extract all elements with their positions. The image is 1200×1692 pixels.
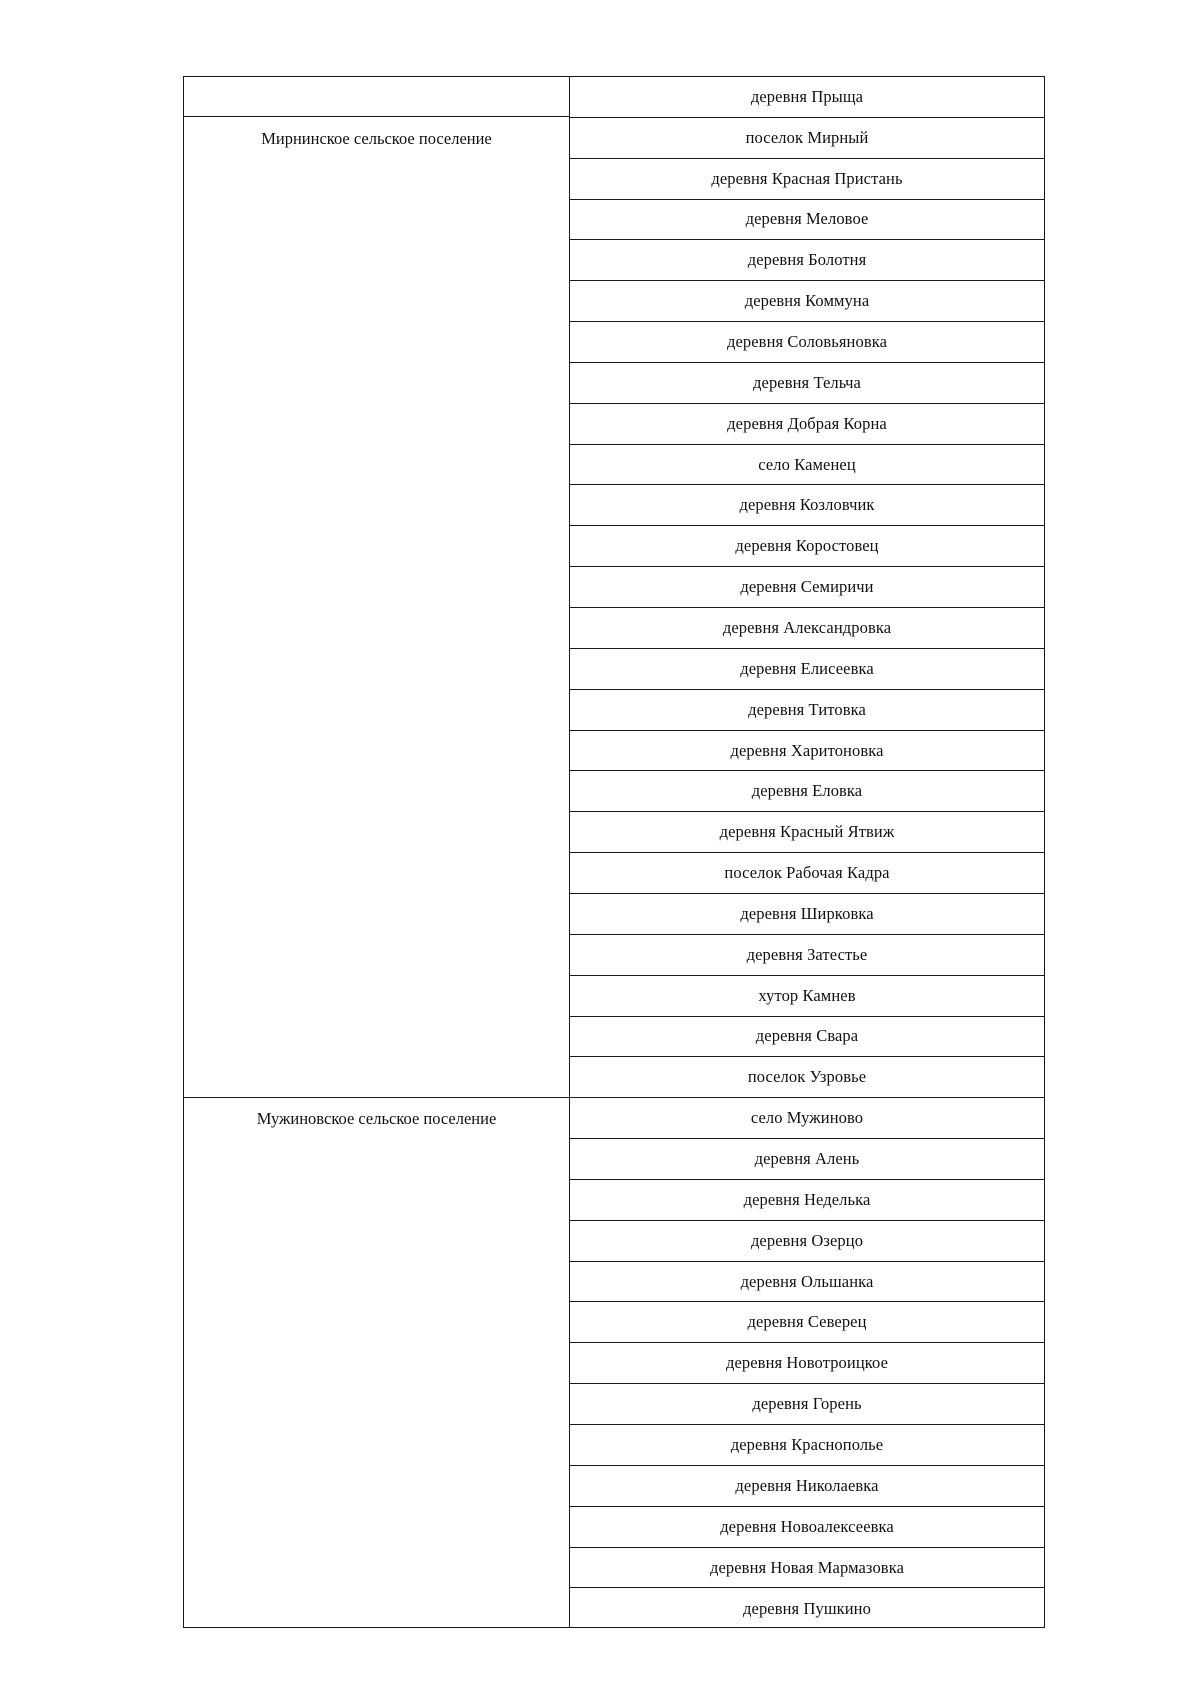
village-cell: деревня Козловчик (570, 486, 1044, 527)
village-cell: деревня Александровка (570, 608, 1044, 649)
village-cell: деревня Титовка (570, 690, 1044, 731)
village-cell: деревня Новоалексеевка (570, 1507, 1044, 1548)
village-cell: деревня Семиричи (570, 567, 1044, 608)
village-cell: поселок Мирный (570, 118, 1044, 159)
settlement-divider (184, 1097, 569, 1098)
settlements-table (183, 76, 1045, 1628)
village-cell: деревня Коммуна (570, 281, 1044, 322)
village-cell: деревня Харитоновка (570, 731, 1044, 772)
settlement-name: Мирнинское сельское поселение (261, 128, 492, 148)
village-cell: деревня Неделька (570, 1180, 1044, 1221)
village-cell: хутор Камнев (570, 976, 1044, 1017)
village-cell: село Мужиново (570, 1098, 1044, 1139)
village-cell: село Каменец (570, 445, 1044, 486)
village-cell: деревня Ольшанка (570, 1262, 1044, 1303)
village-cell: деревня Новотроицкое (570, 1343, 1044, 1384)
village-cell: деревня Еловка (570, 771, 1044, 812)
village-cell: деревня Краснополье (570, 1425, 1044, 1466)
village-cell: деревня Свара (570, 1017, 1044, 1058)
village-cell: деревня Меловое (570, 200, 1044, 241)
village-cell: деревня Тельча (570, 363, 1044, 404)
village-cell: деревня Горень (570, 1384, 1044, 1425)
village-cell: деревня Затестье (570, 935, 1044, 976)
village-cell: поселок Узровье (570, 1057, 1044, 1098)
village-cell: деревня Болотня (570, 240, 1044, 281)
village-cell: деревня Добрая Корна (570, 404, 1044, 445)
settlement-divider (184, 116, 569, 117)
village-cell: деревня Красный Ятвиж (570, 812, 1044, 853)
village-cell: деревня Соловьяновка (570, 322, 1044, 363)
village-cell: деревня Озерцо (570, 1221, 1044, 1262)
village-cell: деревня Прыща (570, 77, 1044, 118)
village-cell: деревня Николаевка (570, 1466, 1044, 1507)
village-cell: деревня Алень (570, 1139, 1044, 1180)
village-cell: деревня Пушкино (743, 1598, 871, 1618)
settlement-name: Мужиновское сельское поселение (256, 1109, 497, 1129)
village-cell: поселок Рабочая Кадра (570, 853, 1044, 894)
village-cell: деревня Красная Пристань (570, 159, 1044, 200)
village-cell: деревня Новая Мармазовка (570, 1548, 1044, 1589)
village-cell: деревня Коростовец (570, 526, 1044, 567)
village-cell: деревня Ширковка (570, 894, 1044, 935)
village-cell: деревня Северец (570, 1303, 1044, 1344)
village-cell: деревня Елисеевка (570, 649, 1044, 690)
villages-column (570, 77, 1044, 1627)
